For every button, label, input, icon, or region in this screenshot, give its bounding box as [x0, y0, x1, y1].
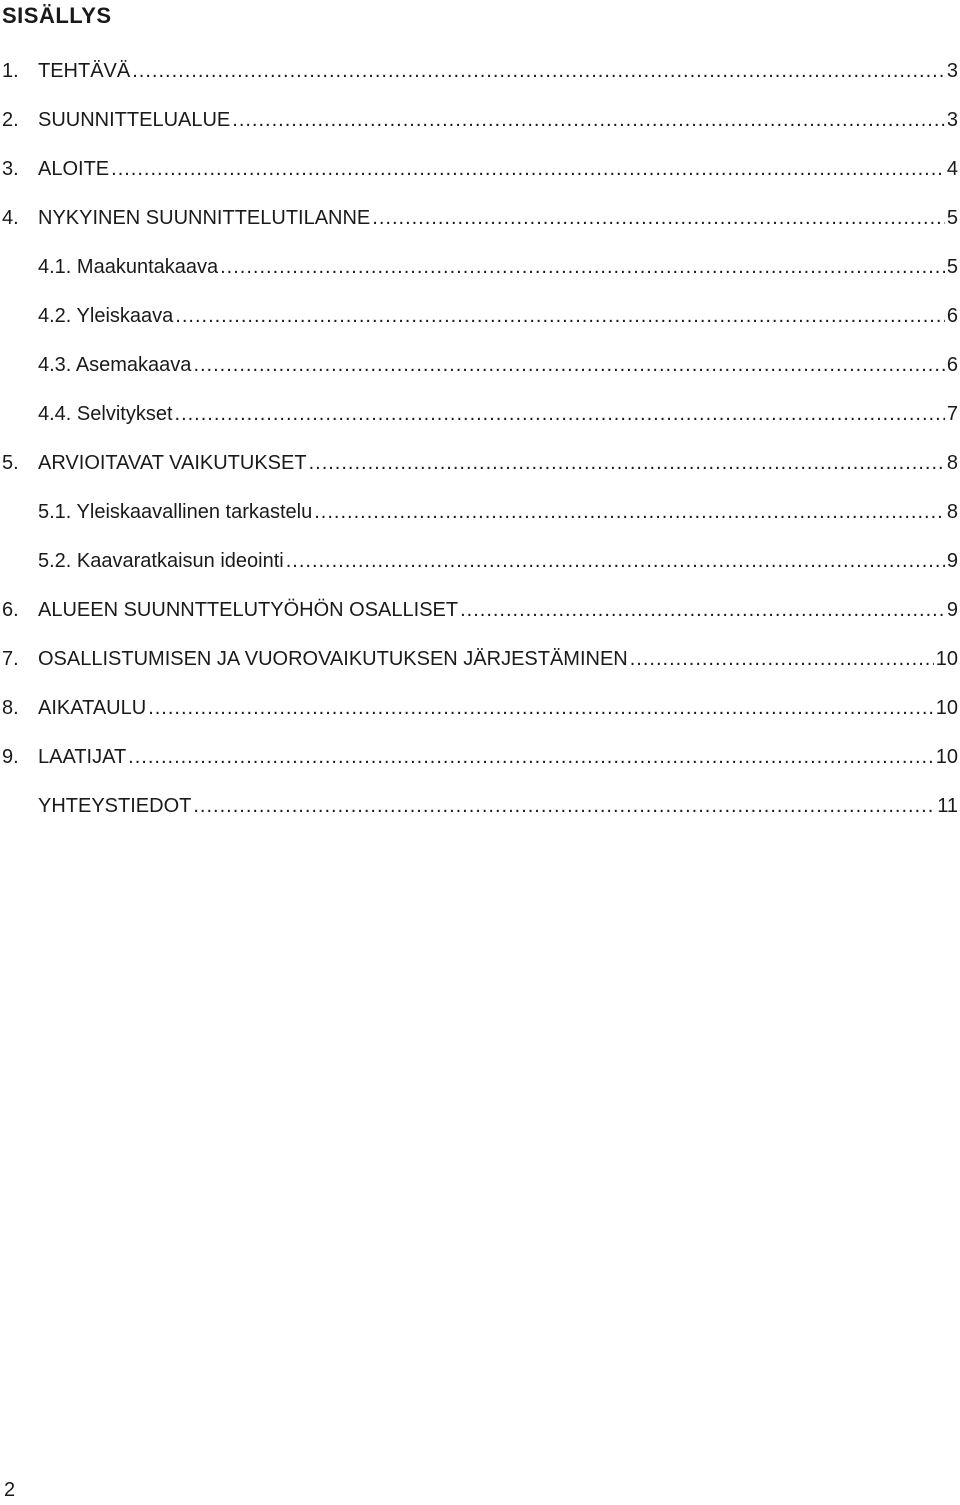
toc-entry-8[interactable] — [0, 694, 958, 743]
toc-entry-4-2[interactable] — [0, 302, 958, 351]
toc-entry-page: 8 — [946, 501, 958, 523]
dot-leader — [148, 694, 934, 722]
dot-leader — [175, 302, 945, 330]
toc-entry-page: 7 — [946, 403, 958, 425]
toc-heading: SISÄLLYS — [2, 3, 112, 28]
toc-entry-label: 5.1. Yleiskaavallinen tarkastelu — [38, 501, 313, 523]
toc-entry-7[interactable] — [0, 645, 958, 694]
toc-entry-label: ARVIOITAVAT VAIKUTUKSET — [38, 452, 307, 474]
dot-leader — [175, 400, 945, 428]
toc-entry-page: 11 — [937, 795, 958, 817]
toc-entry-page: 10 — [935, 746, 958, 768]
toc-entry-1[interactable] — [0, 57, 958, 106]
toc-entry-page: 9 — [946, 550, 958, 572]
toc-entry-5-2[interactable] — [0, 547, 958, 596]
toc-entry-page: 6 — [946, 354, 958, 376]
page-number: 2 — [4, 1479, 16, 1501]
toc-entry-number: 1. — [2, 60, 19, 82]
toc-entry-page: 9 — [946, 599, 958, 621]
toc-entry-label: YHTEYSTIEDOT — [38, 795, 192, 817]
dot-leader — [128, 743, 934, 771]
toc-entry-page: 5 — [946, 207, 958, 229]
toc-entry-page: 8 — [946, 452, 958, 474]
dot-leader — [309, 449, 945, 477]
toc-entry-2[interactable] — [0, 106, 958, 155]
toc-entry-number: 7. — [2, 648, 19, 670]
toc-entry-label: NYKYINEN SUUNNITTELUTILANNE — [38, 207, 371, 229]
dot-leader — [132, 57, 945, 85]
dot-leader — [286, 547, 945, 575]
toc-entry-5[interactable] — [0, 449, 958, 498]
toc-entry-number: 6. — [2, 599, 19, 621]
toc-entry-3[interactable] — [0, 155, 958, 204]
toc-entry-label: 4.1. Maakuntakaava — [38, 256, 219, 278]
table-of-contents — [0, 57, 958, 841]
dot-leader — [372, 204, 945, 232]
toc-entry-label: SUUNNITTELUALUE — [38, 109, 231, 131]
toc-entry-label: 5.2. Kaavaratkaisun ideointi — [38, 550, 284, 572]
toc-entry-4-3[interactable] — [0, 351, 958, 400]
toc-entry-page: 4 — [946, 158, 958, 180]
toc-entry-label: AIKATAULU — [38, 697, 147, 719]
toc-entry-label: TEHTÄVÄ — [38, 60, 131, 82]
toc-entry-4-1[interactable] — [0, 253, 958, 302]
dot-leader — [630, 645, 934, 673]
toc-entry-5-1[interactable] — [0, 498, 958, 547]
toc-entry-number: 5. — [2, 452, 19, 474]
dot-leader — [232, 106, 945, 134]
toc-entry-label: ALOITE — [38, 158, 110, 180]
dot-leader — [111, 155, 945, 183]
toc-entry-label: OSALLISTUMISEN JA VUOROVAIKUTUKSEN JÄRJESTÄMINEN — [38, 648, 628, 670]
toc-entry-label: 4.2. Yleiskaava — [38, 305, 174, 327]
toc-entry-number: 8. — [2, 697, 19, 719]
dot-leader — [193, 351, 944, 379]
toc-entry-6[interactable] — [0, 596, 958, 645]
dot-leader — [220, 253, 945, 281]
dot-leader — [193, 792, 935, 820]
toc-entry-contacts[interactable] — [0, 792, 958, 841]
toc-entry-page: 10 — [935, 648, 958, 670]
toc-entry-number: 9. — [2, 746, 19, 768]
toc-entry-page: 10 — [935, 697, 958, 719]
toc-entry-number: 2. — [2, 109, 19, 131]
toc-entry-page: 6 — [946, 305, 958, 327]
toc-entry-page: 3 — [946, 60, 958, 82]
toc-entry-label: LAATIJAT — [38, 746, 127, 768]
toc-entry-4[interactable] — [0, 204, 958, 253]
dot-leader — [460, 596, 945, 624]
toc-entry-label: 4.3. Asemakaava — [38, 354, 192, 376]
toc-entry-9[interactable] — [0, 743, 958, 792]
toc-entry-page: 5 — [946, 256, 958, 278]
toc-entry-4-4[interactable] — [0, 400, 958, 449]
toc-entry-label: 4.4. Selvitykset — [38, 403, 173, 425]
toc-entry-page: 3 — [946, 109, 958, 131]
dot-leader — [314, 498, 945, 526]
toc-entry-number: 4. — [2, 207, 19, 229]
toc-entry-number: 3. — [2, 158, 19, 180]
toc-entry-label: ALUEEN SUUNNTTELUTYÖHÖN OSALLISET — [38, 599, 459, 621]
